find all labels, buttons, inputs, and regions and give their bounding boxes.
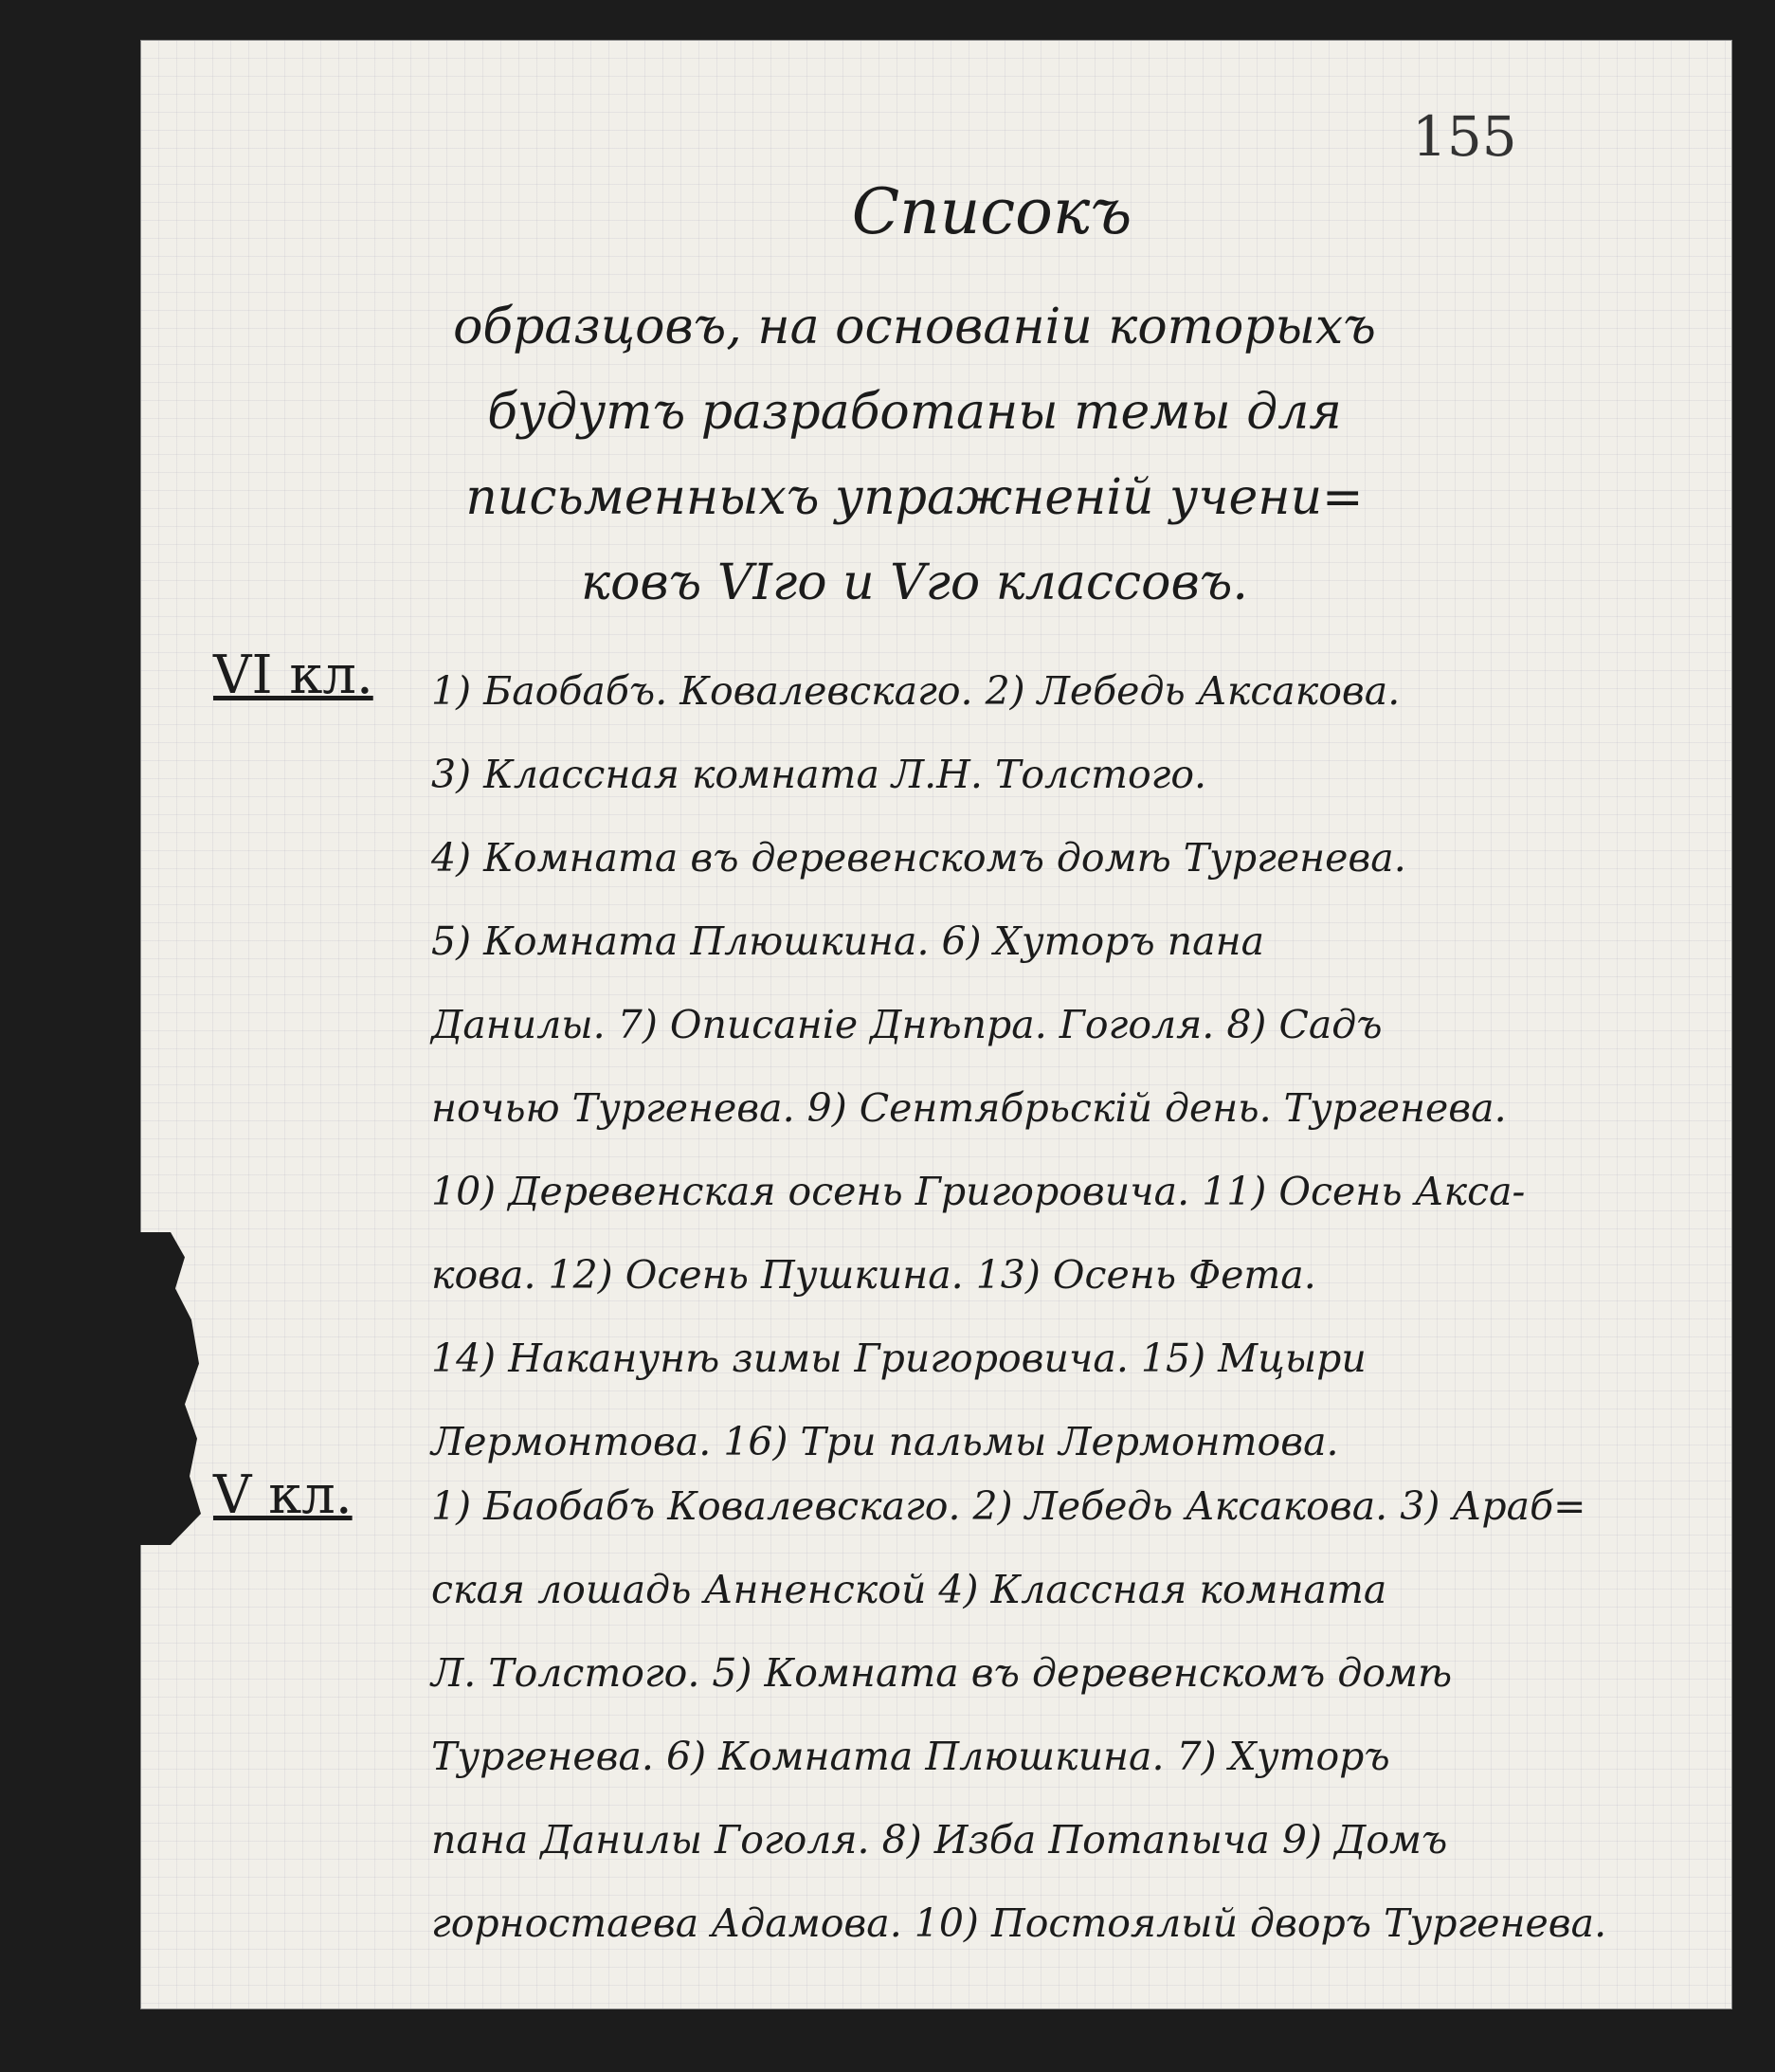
list-line: 10) Деревенская осень Григоровича. 11) Осень Акса- — [431, 1169, 1526, 1214]
subtitle-line: письменныхъ упражненій учени= — [465, 469, 1364, 526]
list-line: Л. Толстого. 5) Комната въ деревенскомъ домѣ — [431, 1650, 1453, 1696]
list-line: 14) Наканунѣ зимы Григоровича. 15) Мцыри — [431, 1336, 1367, 1381]
subtitle-line: ковъ VIго и Vго классовъ. — [581, 554, 1248, 611]
list-line: Тургенева. 6) Комната Плюшкина. 7) Хуторъ — [431, 1734, 1390, 1779]
list-line: ночью Тургенева. 9) Сентябрьскій день. Тургенева. — [431, 1085, 1507, 1131]
subtitle-line: образцовъ, на основаніи которыхъ — [453, 299, 1376, 355]
subtitle-line: будутъ разработаны темы для — [487, 384, 1342, 441]
list-line: 3) Классная комната Л.Н. Толстого. — [431, 752, 1207, 797]
list-line: 1) Баобабъ Ковалевскаго. 2) Лебедь Аксакова. 3) Араб= — [431, 1483, 1586, 1529]
list-line: 5) Комната Плюшкина. 6) Хуторъ пана — [431, 918, 1265, 964]
folio-number: 155 — [1412, 104, 1517, 169]
subtitle-block — [175, 284, 1654, 626]
list-line: 1) Баобабъ. Ковалевскаго. 2) Лебедь Аксакова. — [431, 668, 1401, 714]
section-label-grade-6: VI кл. — [213, 645, 373, 706]
list-line: Данилы. 7) Описаніе Днѣпра. Гоголя. 8) Садъ — [431, 1002, 1383, 1047]
list-line: кова. 12) Осень Пушкина. 13) Осень Фета. — [431, 1252, 1316, 1298]
list-line: ская лошадь Анненской 4) Классная комната — [431, 1567, 1387, 1612]
section-grade-6-list — [431, 649, 1701, 1483]
list-line: 4) Комната въ деревенскомъ домѣ Тургенева. — [431, 835, 1406, 881]
list-line: пана Данилы Гоголя. 8) Изба Потапыча 9) Домъ — [431, 1817, 1448, 1863]
list-line: Лермонтова. 16) Три пальмы Лермонтова. — [431, 1419, 1339, 1464]
document-title: Списокъ — [851, 175, 1132, 248]
section-label-grade-5: V кл. — [213, 1464, 353, 1526]
list-line: горностаева Адамова. 10) Постоялый дворъ Тургенева. — [431, 1900, 1607, 1946]
section-grade-5-list — [431, 1464, 1701, 1965]
